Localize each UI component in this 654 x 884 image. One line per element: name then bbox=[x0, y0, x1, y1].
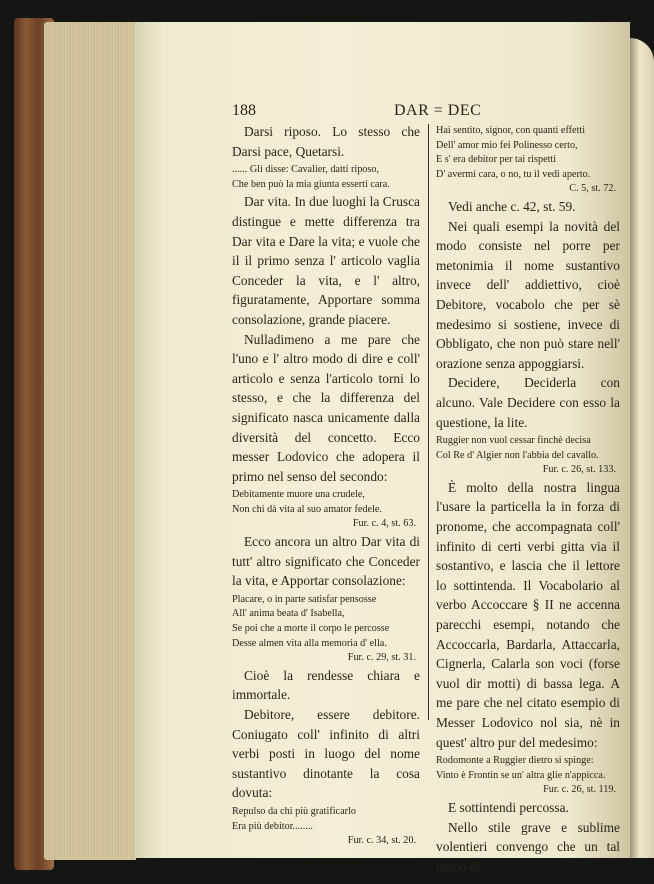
verse-line: Non chi dà vita al suo amator fedele. bbox=[232, 503, 382, 515]
paragraph: Ecco ancora un altro Dar vita di tutt' altro significato che Conceder la vita, e Apportar consolazione: bbox=[232, 534, 420, 589]
facing-page-edge bbox=[630, 38, 654, 858]
verse-line: Debitamente muore una crudele, bbox=[232, 489, 365, 501]
page-header bbox=[232, 102, 628, 122]
verse-line: D' avermi cara, o no, tu il vedi aperto. bbox=[436, 168, 591, 180]
verse-line: Dell' amor mio fei Polinesso certo, bbox=[436, 139, 578, 151]
verse-quote bbox=[436, 754, 620, 783]
paragraph: Vedi anche c. 42, st. 59. bbox=[448, 198, 576, 214]
verse-line: Placare, o in parte satisfar pensosse bbox=[232, 593, 377, 605]
verse-line: Repulso da chi più gratificarlo bbox=[232, 805, 356, 817]
verse-quote bbox=[232, 593, 420, 651]
left-column bbox=[232, 122, 420, 849]
page-edges bbox=[44, 22, 136, 860]
citation-reference: Fur. c. 29, st. 31. bbox=[347, 652, 416, 664]
citation-reference: Fur. c. 26, st. 119. bbox=[543, 784, 616, 796]
paragraph: Decidere, Deciderla con alcuno. Vale Decidere con esso la questione, la lite. bbox=[436, 375, 620, 430]
verse-line: Rodomonte a Ruggier dietro si spinge: bbox=[436, 755, 594, 767]
citation-reference: Fur. c. 34, st. 20. bbox=[347, 835, 416, 847]
page-number: 188 bbox=[232, 102, 256, 119]
paragraph: Darsi riposo. Lo stesso che Darsi pace, Quetarsi. bbox=[232, 124, 420, 159]
right-column bbox=[436, 122, 620, 876]
verse-line: E s' era debitor per tai rispetti bbox=[436, 154, 557, 166]
paragraph: Cioè la rendesse chiara e immortale. bbox=[232, 667, 420, 703]
verse-line: Che ben può la mia giunta esserti cara. bbox=[232, 178, 390, 190]
verse-line: Col Re d' Algier non l'abbia del cavallo. bbox=[436, 449, 599, 461]
paragraph: Dar vita. In due luoghi la Crusca distingue e mette differenza tra Dar vita e Dare la vita; e vuole che il il primo senza l' articolo vaglia Conceder la vita, e l' altro, figuratamente, Apportare somma consolazione, grande piacere. bbox=[232, 194, 420, 327]
running-head: DAR = DEC bbox=[394, 102, 482, 119]
paragraph: E sottintendi percossa. bbox=[448, 799, 569, 815]
verse-line: All' anima beata d' Isabella, bbox=[232, 608, 345, 620]
verse-line: Vinto è Frontin se un' altra glie n'appicca. bbox=[436, 769, 606, 781]
verse-line: Era più debitor........ bbox=[232, 820, 313, 832]
column-rule bbox=[428, 124, 429, 720]
citation-reference: Fur. c. 26, st. 133. bbox=[542, 464, 616, 476]
verse-line: Ruggier non vuol cessar finchè decisa bbox=[436, 435, 591, 447]
verse-line: Hai sentito, signor, con quanti effetti bbox=[436, 125, 586, 136]
paragraph: Debitore, essere debitore. Coniugato coll' infinito di altri verbi posti in luogo del nome sustantivo dinotante la cosa dovuta: bbox=[232, 707, 420, 801]
verse-quote bbox=[232, 488, 420, 517]
paragraph: Nei quali esempi la novità del modo consiste nel porre per metonimia il nome sustantivo invece dell' addiettivo, cioè Debitore, vocabolo che per sè medesimo si sostiene, invece di Obbligato, che non può stare nell' orazione senza appoggiarsi. bbox=[436, 218, 620, 371]
verse-line: Desse almen vita alla memoria d' ella. bbox=[232, 637, 387, 649]
paragraph: Nello stile grave e sublime volentieri convengo che un tal modo di bbox=[436, 819, 620, 874]
verse-line: ...... Gli disse: Cavalier, datti riposo, bbox=[232, 164, 380, 176]
citation-reference: Fur. c. 4, st. 63. bbox=[352, 518, 416, 530]
verse-quote bbox=[232, 805, 420, 834]
verse-quote bbox=[436, 124, 620, 182]
paragraph: Nulladimeno a me pare che l'uno e l' altro modo di dire e coll' articolo e senza l'articolo torni lo stesso, e che la differenza del significato nasca unicamente dalla diversità del concetto. Ecco messer Lodovico che adopera il primo nel senso del secondo: bbox=[232, 331, 420, 484]
paragraph: È molto della nostra lingua l'usare la particella la in forza di pronome, che accompagnata coll' infinito di certi verbi gitta via il sostantivo, e lascia che il lettore lo sottintenda. Il Vocabolario al verbo Accoccare § II ne accenna parecchi esempi, notando che Accoccarla, Bardarla, Attaccarla, Cignerla, Calarla son voci (forse vuol dir motti) di bassa lega. A me pare che nel citato esempio di Messer Lodovico nol sia, nè in quest' altro pur del medesimo: bbox=[436, 479, 620, 750]
verse-line: Se poi che a morte il corpo le percosse bbox=[232, 623, 390, 635]
verse-quote bbox=[436, 434, 620, 463]
verse-quote bbox=[232, 163, 420, 192]
citation-reference: C. 5, st. 72. bbox=[569, 183, 616, 195]
